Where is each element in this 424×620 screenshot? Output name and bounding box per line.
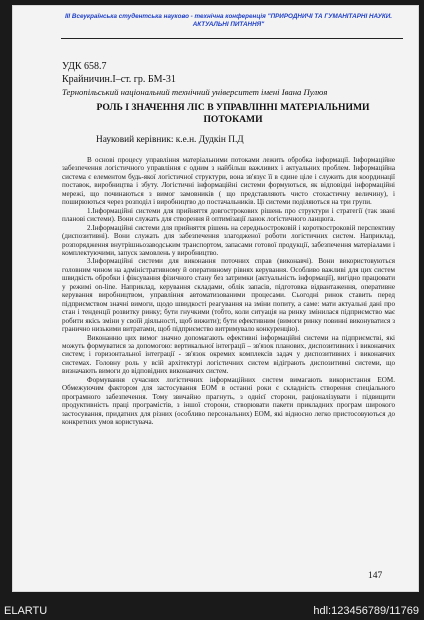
document-page xyxy=(13,6,418,591)
paper-title xyxy=(68,102,398,125)
conference-header-line-1: III Всеукраїнська студентська науково - технічна конференція "ПРИРОДНИЧІ ТА ГУМАНІТАРНІ НАУКИ. xyxy=(64,13,393,20)
paragraph: В основі процесу управління матеріальними потоками лежить обробка інформації. Інформаційне забезпечення логістичного управління є одним з найбільш важливих і актуальних проблем. Інформаційна система є елементом будь-якої логістичної структури, вона зв'язує її в єдине ціле і служить для координації поставок, виробництва і збуту. Логістичні інформаційні системи формуються, як відповідні інформаційні мережі, що починаються з вимог замовників ( що представляють чисто стохастичну величину), і поширюються через розподіл і виробництво до постачальників. Ці системи поділяються на три групи. xyxy=(62,156,395,207)
page-number: 147 xyxy=(368,571,383,581)
paragraph: 2.Інформаційні системи для прийняття рішень на середньостроковій і короткостроковій перспективу (диспозитивні). Вони служать для забезпечення злагодженої роботи логістичних систем. Наприклад, розпорядження внутрішньозаводським транспортом, запасами готової продукції, забезпечення матеріалами і комплектуючими, запуск замовлень у виробництво. xyxy=(62,223,395,257)
university-affiliation: Тернопільський національний технічний університет імені Івана Пулюя xyxy=(62,87,328,97)
handle-identifier: hdl:123456789/11769 xyxy=(313,605,419,617)
paper-title-line-2: ПОТОКАМИ xyxy=(203,113,263,125)
repository-footer xyxy=(0,604,424,620)
paragraph: 3.Інформаційні системи для виконання поточних справ (виконавчі). Вони використовуються головним чином на адміністративному й оперативному рівнях керування. Особливо важливі для цих систем швидкість обробки і фіксування фізичного стану без затримки (актуальність інформації), вигідно працювати у режимі on-line. Наприклад, керування складами, облік запасів, підготовка відвантаження, оперативне керування виробництвом, управління автоматизованими процесами. Сьогодні ринок ставить перед підприємством значні вимоги, щодо швидкості реагування на зміни попиту, а саме: мати актуальні дані про стан і тенденції розвитку ринку; бути гнучкими (тобто, коли ситуація на ринку змінилася підприємство має робити якісь зміни у своїй діяльності, щоб вижити); бути ефективним (вимоги ринку повинні виконуватися з гранично низькими витратами, щоб підприємство витримувало конкуренцію). xyxy=(62,257,395,334)
conference-header-line-2: АКТУАЛЬНІ ПИТАННЯ" xyxy=(192,21,265,28)
conference-header xyxy=(49,13,408,37)
paragraph: Формування сучасних логістичних інформаційних систем вимагають використання ЕОМ. Обмежуючим фактором для застосування ЕОМ в останні роки є складність створення спеціального програмного забезпечення. Тому звичайно прагнуть, з однієї сторони, раціоналізувати і підвищити продуктивність праці програмістів, з іншої сторони, створювати пакети прикладних програм широкого застосування, придатних для різних (особливо персональних) ЕОМ, які відносно легко пристосовуються до конкретних умов користувача. xyxy=(62,375,395,427)
repository-name: ELARTU xyxy=(4,605,48,617)
udk-code: УДК 658.7 xyxy=(62,61,107,72)
paper-title-line-1: РОЛЬ І ЗНАЧЕННЯ ЛІС В УПРАВЛІННІ МАТЕРІАЛЬНИМИ xyxy=(96,102,370,113)
author-line: Крайничин.І–ст. гр. БМ-31 xyxy=(62,74,176,85)
scientific-advisor: Науковий керівник: к.е.н. Дудкін П.Д xyxy=(96,135,244,145)
paragraph: 1.Інформаційні системи для прийняття довгострокових рішень про структури і стратегії (так звані планові системи). Вони служать для створення й оптимізації ланок логістичного ланцюга. xyxy=(62,206,395,224)
paragraph: Виконанню цих вимог значно допомагають ефективні інформаційні системи на підприємстві, які можуть формуватися за допомогою: вертикальної інтеграції – зв'язок планових, диспозитивних і виконавчих систем; і горизонтальної інтеграції - зв'язок окремих комплексів задач у диспозитивних і виконавчих системах. Головну роль у всій архітектурі логістичних систем відіграють диспозитивні системи, що визначають вимоги до відповідних виконавчих систем. xyxy=(62,333,395,376)
article-body xyxy=(62,156,395,427)
header-divider xyxy=(61,38,403,39)
